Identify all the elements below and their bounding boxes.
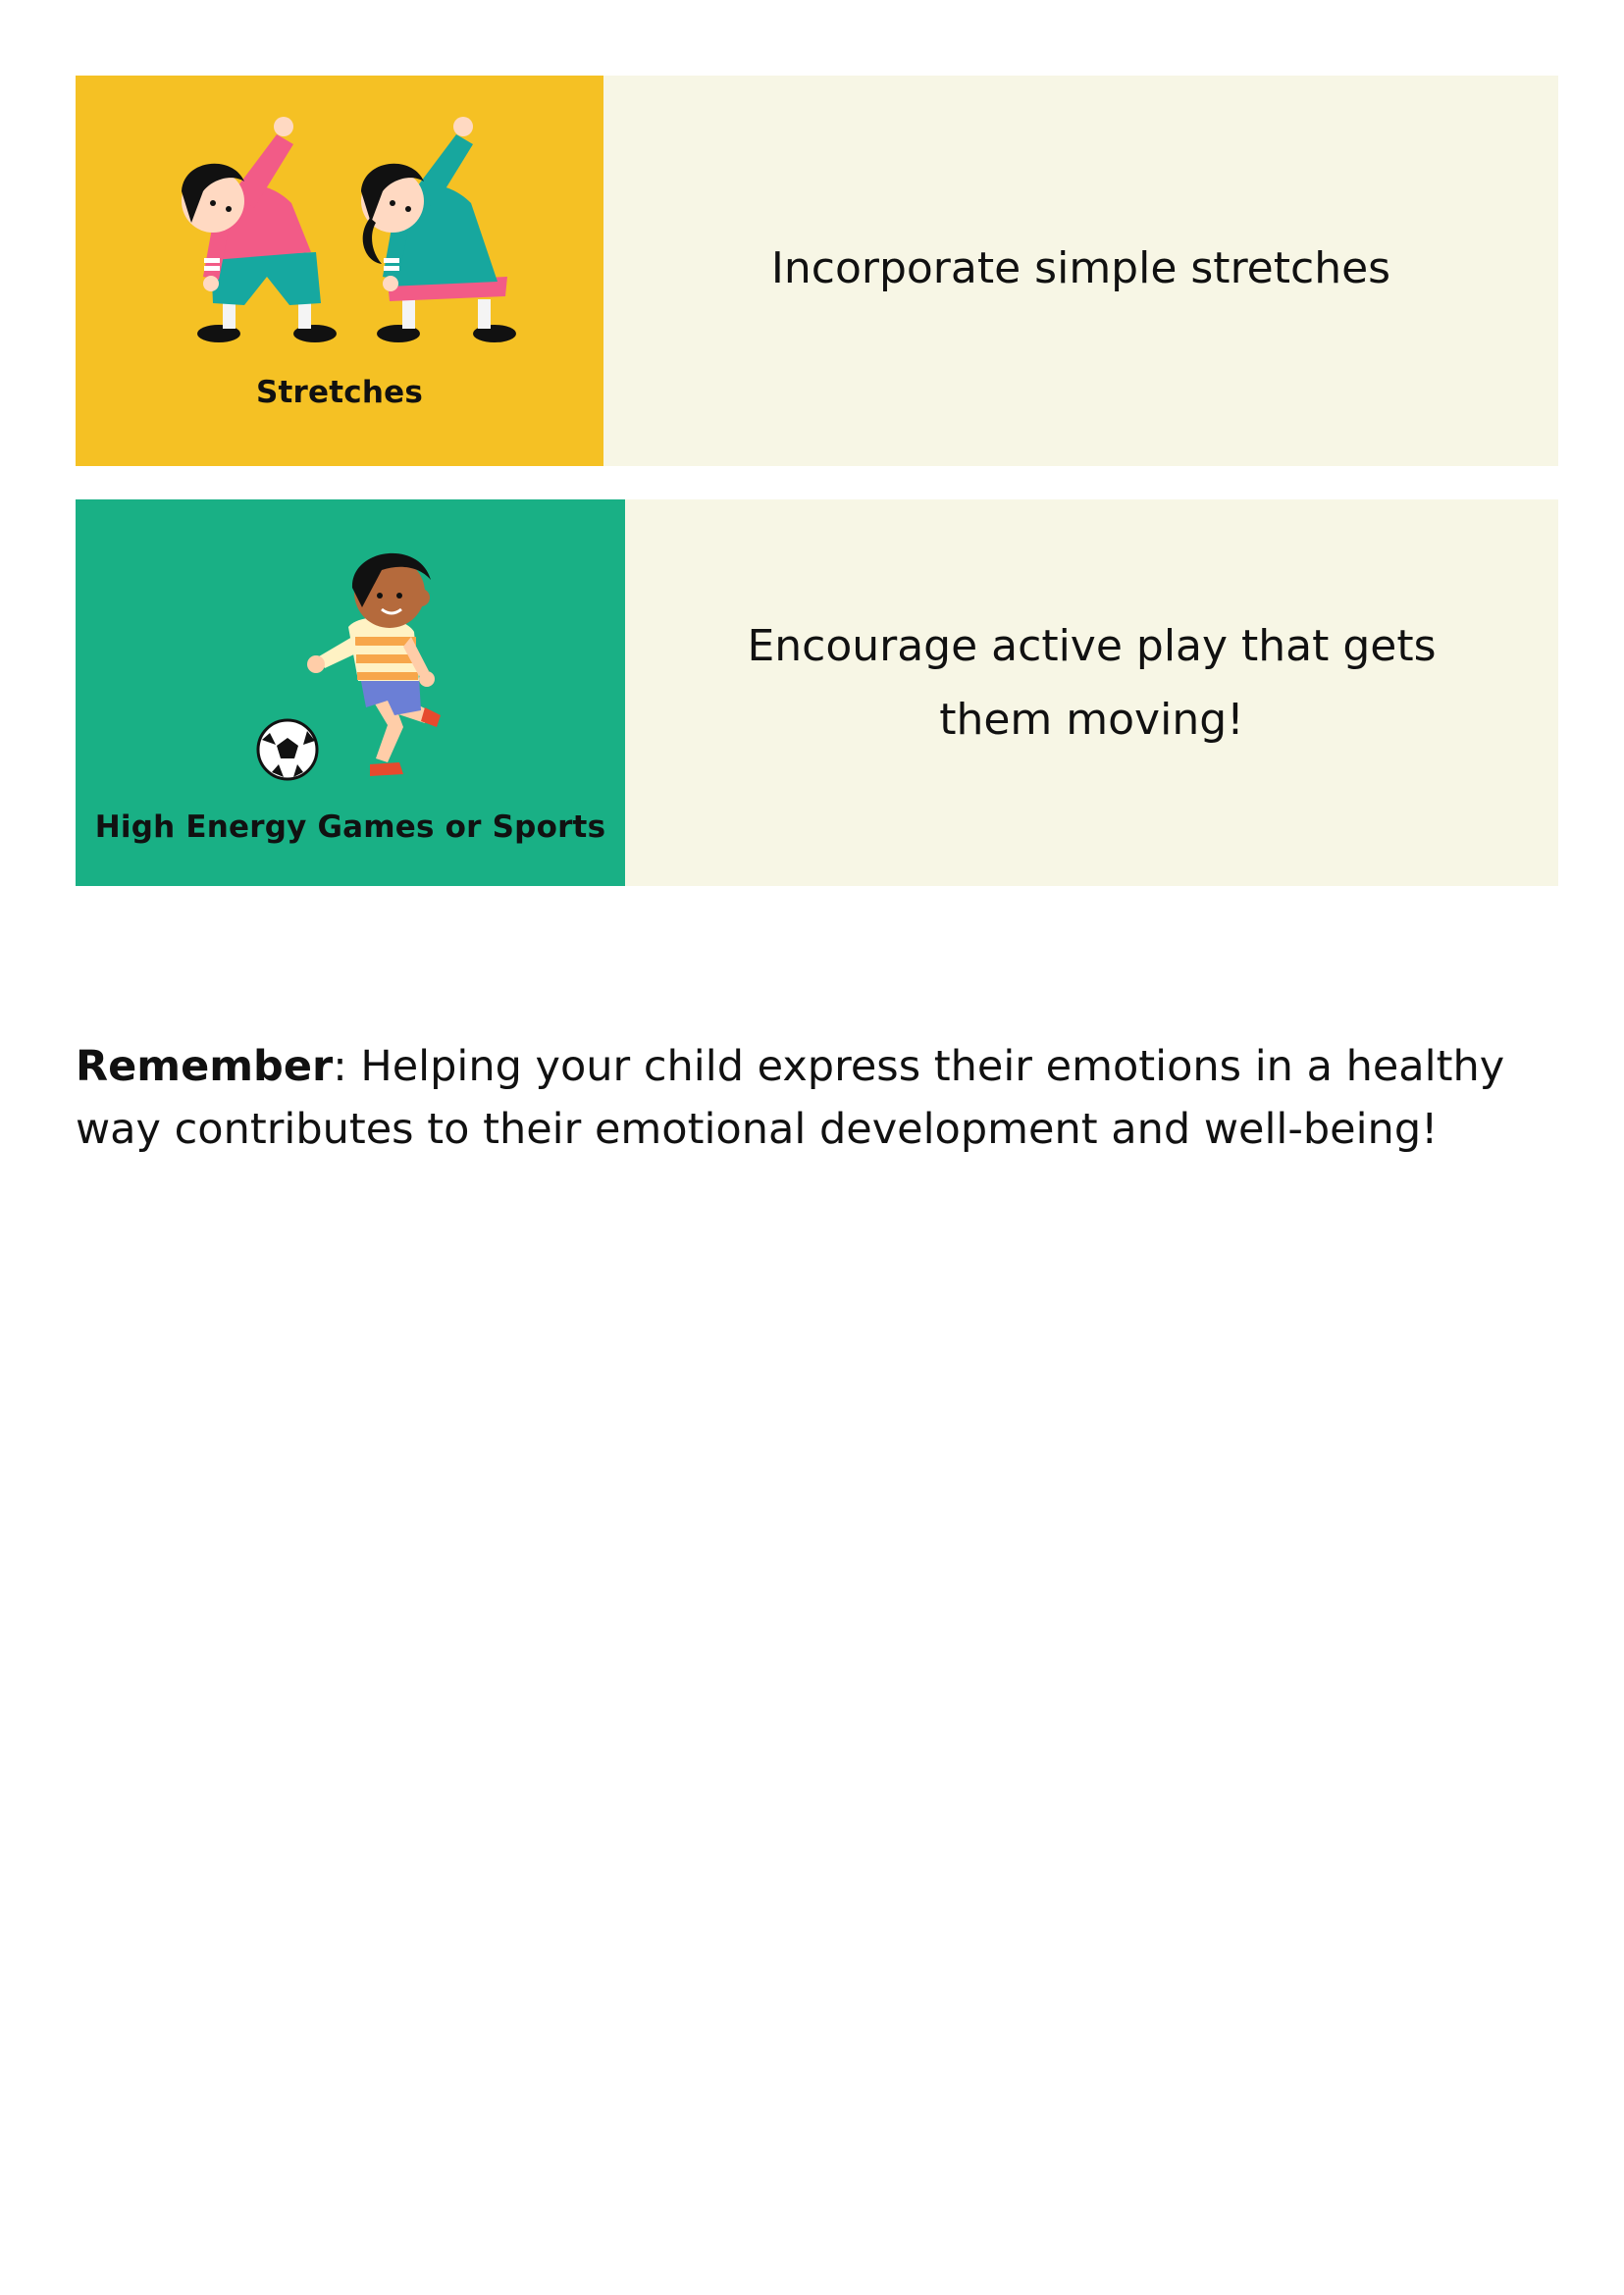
activity-panel-stretches bbox=[76, 76, 603, 466]
remember-note bbox=[76, 1035, 1562, 1161]
remember-lead: Remember bbox=[76, 1042, 334, 1091]
activity-card-high-energy bbox=[76, 499, 1558, 886]
activity-label-high-energy: High Energy Games or Sports bbox=[94, 809, 606, 845]
activity-description-high-energy: Encourage active play that gets them moving! bbox=[747, 621, 1437, 745]
soccer-child-icon bbox=[76, 499, 625, 794]
activity-description-stretches: Incorporate simple stretches bbox=[770, 242, 1391, 293]
activity-card-stretches bbox=[76, 76, 1558, 466]
activity-panel-high-energy bbox=[76, 499, 625, 886]
stretching-children-icon bbox=[76, 76, 603, 370]
activity-label-stretches: Stretches bbox=[256, 375, 423, 410]
remember-text: : Helping your child express their emotions in a healthy way contributes to their emotional development and well-being! bbox=[76, 1042, 1505, 1154]
